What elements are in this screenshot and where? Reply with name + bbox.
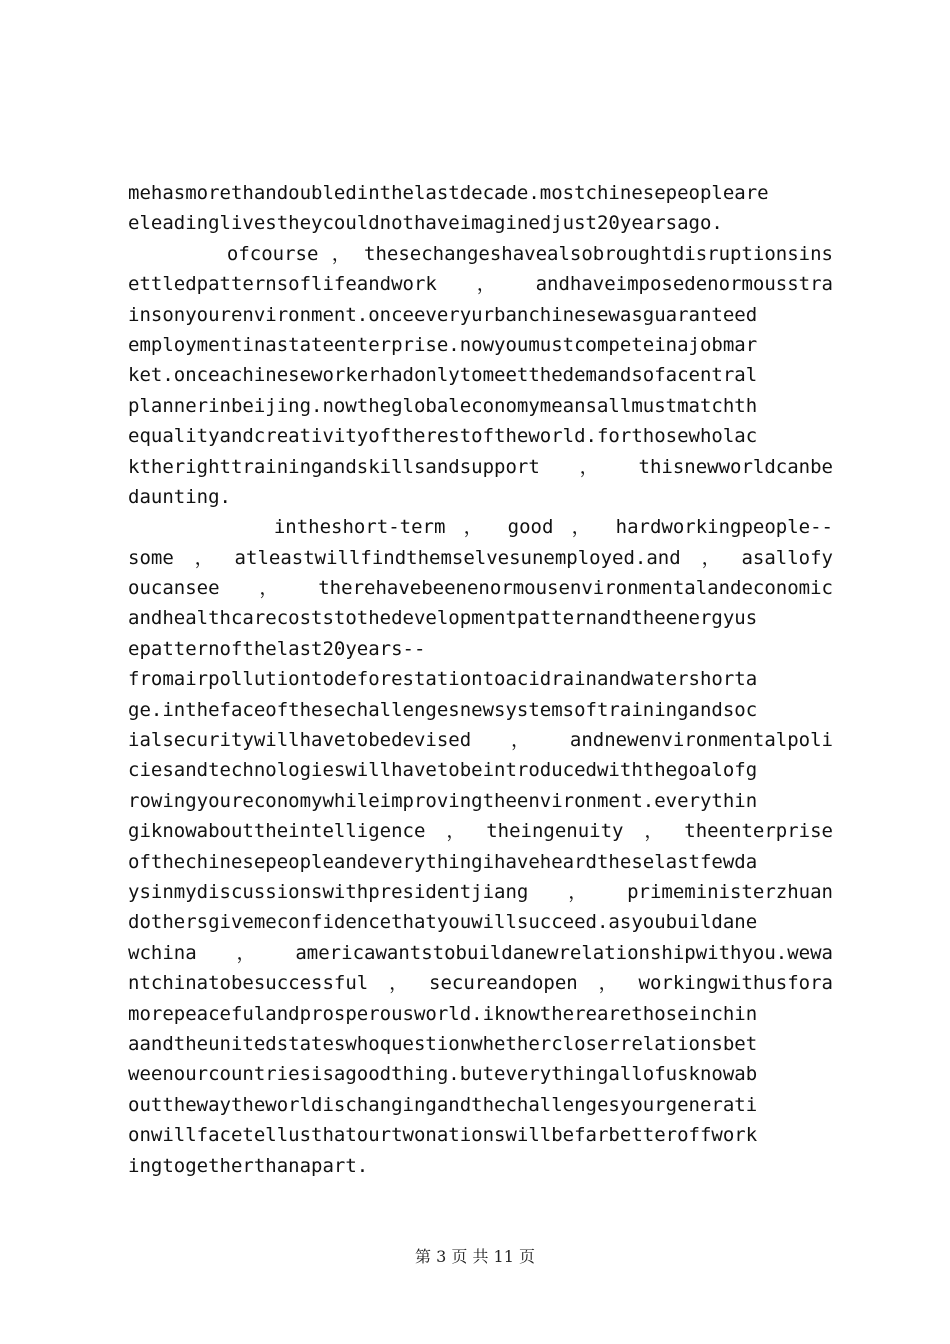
page-footer: 第 3 页 共 11 页 — [415, 1247, 535, 1266]
text-line: rowingyoureconomywhileimprovingtheenvironment.everythin — [128, 789, 758, 812]
text-line: ofthechinesepeopleandeverythingihaveheardtheselastfewda — [128, 850, 758, 873]
text-line: giknowabouttheintelligence，theingenuity，theenterprise — [128, 820, 833, 843]
text-line: oucansee，therehavebeenenormousenvironmentalandeconomic — [128, 577, 833, 600]
text-line: ge.inthefaceofthesechallengesnewsystemsoftrainingandsoc — [128, 698, 758, 721]
text-line: wchina，americawantstobuildanewrelationshipwithyou.wewa — [128, 941, 833, 964]
text-line: eleadinglivestheycouldnothaveimaginedjust20yearsago. — [128, 212, 723, 235]
text-line: outthewaytheworldischangingandthechallengesyourgenerati — [128, 1093, 758, 1116]
text-line: ingtogetherthanapart. — [128, 1154, 369, 1177]
text-line: ettledpatternsoflifeandwork，andhaveimposedenormousstra — [128, 273, 833, 296]
text-line: epatternofthelast20years-- — [128, 637, 426, 660]
text-line: ket.onceachineseworkerhadonlytomeetthedemandsofacentral — [128, 364, 758, 387]
text-line: ntchinatobesuccessful，secureandopen，workingwithusfora — [128, 972, 833, 995]
text-line: ciesandtechnologieswillhavetobeintroducedwiththegoalofg — [128, 759, 758, 782]
text-line: daunting. — [128, 485, 231, 508]
body-text — [128, 178, 833, 1181]
text-line: ofcourse，thesechangeshavealsobroughtdisruptionsins — [128, 242, 833, 265]
text-line: morepeacefulandprosperousworld.iknowtherearethoseinchin — [128, 1002, 758, 1025]
text-line: andhealthcarecoststothedevelopmentpatternandtheenergyus — [128, 607, 758, 630]
text-line: fromairpollutiontodeforestationtoacidrainandwatershorta — [128, 668, 758, 691]
text-line: insonyourenvironment.onceeveryurbanchinesewasguaranteed — [128, 303, 758, 326]
text-line: weenourcountriesisagoodthing.buteverythingallofusknowab — [128, 1063, 758, 1086]
text-line: equalityandcreativityoftherestoftheworld.forthosewholac — [128, 425, 758, 448]
text-line: aandtheunitedstateswhoquestionwhethercloserrelationsbet — [128, 1032, 758, 1055]
text-line: onwillfacetellusthatourtwonationswillbefarbetteroffwork — [128, 1124, 758, 1147]
text-line: employmentinastateenterprise.nowyoumustcompeteinajobmar — [128, 333, 758, 356]
text-line: mehasmorethandoubledinthelastdecade.mostchinesepeopleare — [128, 182, 769, 204]
text-line: dothersgivemeconfidencethatyouwillsucceed.asyoubuildane — [128, 911, 758, 934]
text-line: plannerinbeijing.nowtheglobaleconomymeansallmustmatchth — [128, 394, 758, 417]
text-line: ysinmydiscussionswithpresidentjiang，primeministerzhuan — [128, 880, 833, 903]
text-line: ktherighttrainingandskillsandsupport，thisnewworldcanbe — [128, 455, 833, 478]
text-line: intheshort-term ， good ， hardworkingpeople-- — [128, 516, 833, 539]
text-line: ialsecuritywillhavetobedevised，andnewenvironmentalpoli — [128, 729, 833, 752]
text-line: some，atleastwillfindthemselvesunemployed.and，asallofy — [128, 546, 833, 569]
